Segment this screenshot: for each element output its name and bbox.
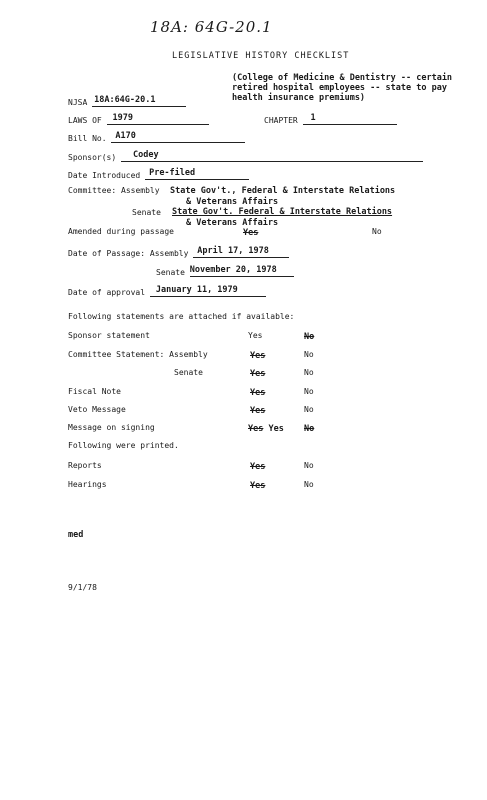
committee-assembly-line-2: & Veterans Affairs (186, 197, 279, 207)
committee-senate-label: Senate (132, 208, 161, 217)
chapter-value: 1 (303, 113, 397, 125)
message-signing-yes-handwritten: Yes (268, 424, 284, 434)
date-introduced-value: Pre-filed (145, 168, 249, 180)
bill-value: A170 (111, 131, 245, 143)
date-introduced-label: Date Introduced (68, 171, 141, 180)
subject-description (232, 73, 452, 103)
passage-label: Date of Passage: (68, 249, 146, 258)
sponsor-row (68, 150, 423, 162)
committee-assembly-label: Assembly (121, 186, 160, 195)
sponsor-statement-no-struck: No (304, 332, 315, 342)
subject-line-3: health insurance premiums) (232, 93, 366, 103)
committee-assembly-line-1: State Gov't., Federal & Interstate Relations (170, 186, 396, 196)
hearings-no: No (304, 480, 314, 489)
chapter-label: CHAPTER (264, 116, 298, 125)
passage-assembly-label: Assembly (149, 249, 189, 258)
passage-assembly-row (68, 246, 289, 258)
following-attached-heading: Following statements are attached if available: (68, 312, 295, 321)
hearings-yes-struck: Yes (250, 481, 266, 491)
bill-label: Bill No. (68, 134, 107, 143)
reports-no: No (304, 461, 314, 470)
approval-row (68, 285, 266, 297)
njsa-value: 18A:64G-20.1 (92, 95, 186, 107)
handwritten-reference: 18A: 64G-20.1 (150, 18, 273, 36)
initials: med (68, 530, 84, 540)
veto-message-no: No (304, 405, 314, 414)
committee-statement-senate-label: Senate (174, 368, 203, 377)
fiscal-note-yes-struck: Yes (250, 388, 266, 398)
approval-label: Date of approval (68, 288, 146, 297)
committee-label: Committee: Assembly (68, 186, 160, 195)
laws-of-label: LAWS OF (68, 116, 102, 125)
amended-label: Amended during passage (68, 227, 174, 236)
cs-assembly-no: No (304, 350, 314, 359)
committee-senate-line-2: & Veterans Affairs (186, 218, 279, 228)
date-introduced-row (68, 168, 249, 180)
approval-value: January 11, 1979 (150, 285, 266, 297)
passage-assembly-value: April 17, 1978 (193, 246, 289, 258)
reports-yes-struck: Yes (250, 462, 266, 472)
subject-line-2: retired hospital employees -- state to pay (232, 83, 447, 93)
chapter-row (264, 113, 397, 125)
footer-date: 9/1/78 (68, 583, 97, 592)
committee-statement-row (68, 350, 208, 359)
cs-senate-yes-struck: Yes (250, 369, 266, 379)
message-signing-yes-struck: Yes (248, 424, 264, 434)
page-title: LEGISLATIVE HISTORY CHECKLIST (172, 51, 350, 61)
passage-senate-label: Senate (156, 268, 185, 277)
committee-statement-label: Committee Statement: (68, 350, 165, 359)
njsa-label: NJSA (68, 98, 88, 107)
following-printed-heading: Following were printed. (68, 441, 179, 450)
passage-senate-row (156, 265, 294, 277)
hearings-label: Hearings (68, 480, 107, 489)
committee-senate-line-1: State Gov't. Federal & Interstate Relations (172, 207, 393, 217)
amended-yes-struck: Yes (243, 228, 259, 238)
sponsor-value: Codey (121, 150, 423, 162)
njsa-row (68, 95, 186, 107)
passage-senate-value: November 20, 1978 (190, 265, 294, 277)
veto-message-yes-struck: Yes (250, 406, 266, 416)
fiscal-note-no: No (304, 387, 314, 396)
cs-assembly-yes-struck: Yes (250, 351, 266, 361)
message-signing-yes (248, 424, 284, 434)
laws-of-row (68, 113, 209, 125)
veto-message-label: Veto Message (68, 405, 126, 414)
sponsor-label: Sponsor(s) (68, 153, 117, 162)
amended-no: No (372, 227, 382, 236)
laws-of-value: 1979 (107, 113, 209, 125)
bill-row (68, 131, 245, 143)
message-signing-no-struck: No (304, 424, 315, 434)
sponsor-statement-label: Sponsor statement (68, 331, 150, 340)
subject-line-1: (College of Medicine & Dentistry -- certain (232, 73, 453, 83)
committee-statement-assembly-label: Assembly (169, 350, 208, 359)
fiscal-note-label: Fiscal Note (68, 387, 121, 396)
reports-label: Reports (68, 461, 102, 470)
sponsor-statement-yes: Yes (248, 331, 263, 340)
message-signing-label: Message on signing (68, 423, 155, 432)
cs-senate-no: No (304, 368, 314, 377)
